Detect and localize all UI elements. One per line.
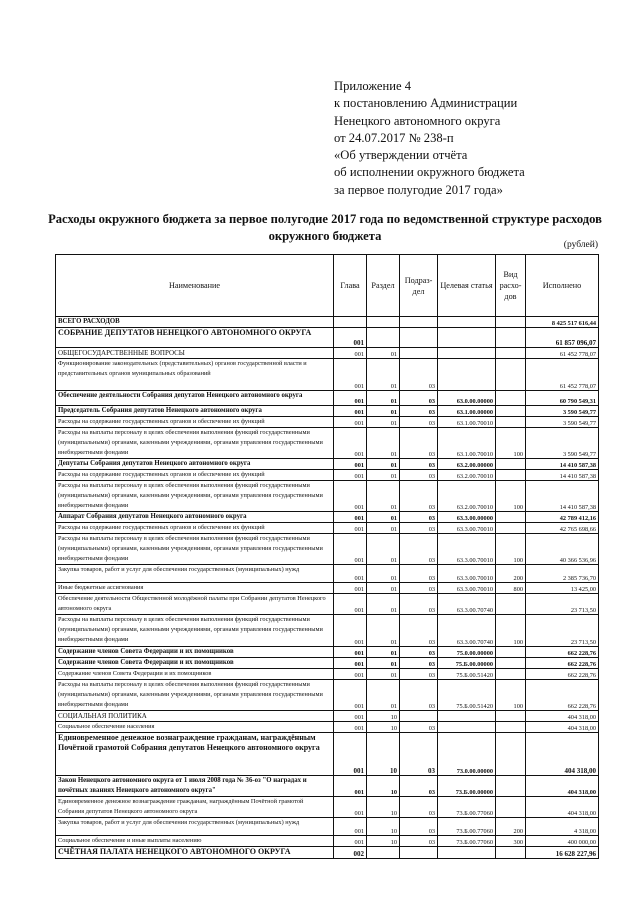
cell-sum: 662 228,76: [526, 647, 599, 658]
table-row: [56, 776, 599, 797]
cell-name: Единовременное денежное вознаграждение гражданам, награждённым Почётной грамотой Собрания депутатов Ненецкого автономного округа: [56, 797, 334, 818]
cell-glava: 001: [334, 818, 367, 836]
cell-razdel: 01: [367, 583, 400, 594]
cell-razdel: 01: [367, 459, 400, 470]
table-row: [56, 680, 599, 711]
cell-celevaya: 73.Б.00.00000: [438, 776, 496, 797]
cell-podrazdel: 03: [400, 594, 438, 615]
table-row: [56, 836, 599, 847]
cell-razdel: [367, 328, 400, 348]
table-row: [56, 583, 599, 594]
cell-vid: [496, 470, 526, 481]
cell-vid: [496, 733, 526, 776]
cell-razdel: 01: [367, 565, 400, 583]
cell-podrazdel: 03: [400, 406, 438, 417]
cell-glava: 001: [334, 459, 367, 470]
cell-glava: 001: [334, 776, 367, 797]
cell-vid: [496, 359, 526, 391]
cell-sum: 4 318,00: [526, 818, 599, 836]
cell-celevaya: 63.0.00.00000: [438, 391, 496, 406]
cell-celevaya: 73.Б.00.77060: [438, 797, 496, 818]
table-row: [56, 348, 599, 359]
cell-podrazdel: 03: [400, 722, 438, 733]
appendix-line: от 24.07.2017 № 238-п: [334, 130, 454, 145]
cell-sum: 42 789 412,16: [526, 512, 599, 523]
cell-sum: 662 228,76: [526, 658, 599, 669]
cell-podrazdel: 03: [400, 534, 438, 565]
cell-vid: [496, 647, 526, 658]
cell-name: Расходы на содержание государственных органов и обеспечение их функций: [56, 523, 334, 534]
cell-podrazdel: 03: [400, 733, 438, 776]
table-row: [56, 481, 599, 512]
cell-podrazdel: [400, 711, 438, 722]
cell-celevaya: 73.Б.00.77060: [438, 818, 496, 836]
cell-razdel: 01: [367, 534, 400, 565]
cell-sum: 404 318,00: [526, 776, 599, 797]
cell-celevaya: 63.3.00.70010: [438, 534, 496, 565]
cell-razdel: 01: [367, 512, 400, 523]
table-row: [56, 317, 599, 328]
cell-podrazdel: 03: [400, 459, 438, 470]
cell-razdel: 01: [367, 417, 400, 428]
cell-name: Расходы на выплаты персоналу в целях обеспечения выполнения функций государственными (муниципальными) органами, казенными учреждениями, органами управления государственными внебюджетными фондами: [56, 680, 334, 711]
cell-celevaya: 63.2.00.70010: [438, 481, 496, 512]
cell-glava: 001: [334, 348, 367, 359]
cell-name: Единовременное денежное вознаграждение гражданам, награждённым Почётной грамотой Собрания депутатов Ненецкого автономного округа: [56, 733, 334, 776]
table-row: [56, 406, 599, 417]
cell-podrazdel: 03: [400, 391, 438, 406]
cell-razdel: 01: [367, 647, 400, 658]
header-celevaya: Целевая статья: [438, 255, 496, 317]
cell-podrazdel: [400, 317, 438, 328]
cell-sum: 23 713,50: [526, 594, 599, 615]
table-row: [56, 615, 599, 647]
cell-name: Председатель Собрания депутатов Ненецкого автономного округа: [56, 406, 334, 417]
cell-podrazdel: 03: [400, 836, 438, 847]
cell-celevaya: 75.Б.00.51420: [438, 669, 496, 680]
cell-name: Расходы на содержание государственных органов и обеспечение их функций: [56, 417, 334, 428]
cell-glava: 001: [334, 417, 367, 428]
budget-table: [55, 254, 599, 859]
cell-glava: 001: [334, 512, 367, 523]
cell-podrazdel: 03: [400, 565, 438, 583]
table-row: [56, 534, 599, 565]
cell-podrazdel: 03: [400, 615, 438, 647]
cell-podrazdel: 03: [400, 359, 438, 391]
cell-glava: 001: [334, 733, 367, 776]
cell-podrazdel: 03: [400, 417, 438, 428]
cell-name: Расходы на выплаты персоналу в целях обеспечения выполнения функций государственными (муниципальными) органами, казенными учреждениями, органами управления государственными внебюджетными фондами: [56, 428, 334, 459]
cell-vid: [496, 776, 526, 797]
cell-vid: 300: [496, 836, 526, 847]
cell-vid: 200: [496, 565, 526, 583]
table-row: [56, 722, 599, 733]
cell-vid: 100: [496, 481, 526, 512]
cell-sum: 404 318,00: [526, 711, 599, 722]
cell-glava: 001: [334, 669, 367, 680]
table-row: [56, 428, 599, 459]
cell-sum: 40 366 536,96: [526, 534, 599, 565]
cell-celevaya: 63.1.00.00000: [438, 406, 496, 417]
cell-celevaya: 63.1.00.70010: [438, 417, 496, 428]
table-body: [56, 317, 599, 859]
cell-podrazdel: 03: [400, 797, 438, 818]
cell-name: Закон Ненецкого автономного округа от 1 июля 2008 года № 36-оз "О наградах и почётных званиях Ненецкого автономного округа": [56, 776, 334, 797]
cell-vid: [496, 406, 526, 417]
cell-vid: [496, 348, 526, 359]
cell-sum: 42 765 698,66: [526, 523, 599, 534]
table-row: [56, 417, 599, 428]
header-ispolneno: Исполнено: [526, 255, 599, 317]
appendix-line: за первое полугодие 2017 года»: [334, 182, 503, 197]
cell-podrazdel: [400, 328, 438, 348]
cell-name: Содержание членов Совета Федерации и их помощников: [56, 669, 334, 680]
cell-sum: 404 318,00: [526, 722, 599, 733]
cell-glava: 001: [334, 615, 367, 647]
cell-name: Иные бюджетные ассигнования: [56, 583, 334, 594]
cell-vid: [496, 317, 526, 328]
cell-podrazdel: [400, 847, 438, 859]
cell-name: Депутаты Собрания депутатов Ненецкого автономного округа: [56, 459, 334, 470]
cell-sum: 404 318,00: [526, 797, 599, 818]
appendix-line: «Об утверждении отчёта: [334, 148, 468, 163]
units-label: (рублей): [563, 240, 598, 250]
cell-sum: 14 410 587,38: [526, 481, 599, 512]
cell-razdel: 10: [367, 818, 400, 836]
cell-razdel: 01: [367, 680, 400, 711]
cell-podrazdel: 03: [400, 818, 438, 836]
cell-vid: [496, 328, 526, 348]
cell-glava: 001: [334, 594, 367, 615]
appendix-line: об исполнении окружного бюджета: [334, 165, 525, 180]
cell-razdel: 01: [367, 348, 400, 359]
cell-glava: 001: [334, 406, 367, 417]
cell-sum: 60 790 549,31: [526, 391, 599, 406]
table-row: [56, 512, 599, 523]
header-vid: Вид расхо-дов: [496, 255, 526, 317]
cell-razdel: 10: [367, 711, 400, 722]
cell-glava: 001: [334, 359, 367, 391]
cell-glava: 002: [334, 847, 367, 859]
cell-glava: 001: [334, 658, 367, 669]
cell-name: СЧЁТНАЯ ПАЛАТА НЕНЕЦКОГО АВТОНОМНОГО ОКРУГА: [56, 847, 334, 859]
cell-name: Функционирование законодательных (представительных) органов государственной власти и представительных органов муниципальных образований: [56, 359, 334, 391]
cell-vid: 800: [496, 583, 526, 594]
cell-celevaya: [438, 328, 496, 348]
cell-razdel: 01: [367, 615, 400, 647]
cell-celevaya: [438, 359, 496, 391]
appendix-line: Приложение 4: [334, 79, 412, 93]
cell-razdel: 01: [367, 406, 400, 417]
header-podrazdel: Подраз-дел: [400, 255, 438, 317]
cell-glava: 001: [334, 565, 367, 583]
cell-podrazdel: 03: [400, 776, 438, 797]
cell-celevaya: 75.Б.00.00000: [438, 658, 496, 669]
cell-glava: 001: [334, 711, 367, 722]
cell-razdel: 01: [367, 594, 400, 615]
header-razdel: Раздел: [367, 255, 400, 317]
cell-celevaya: 63.2.00.00000: [438, 459, 496, 470]
table-row: [56, 711, 599, 722]
table-row: [56, 391, 599, 406]
cell-vid: [496, 847, 526, 859]
table-row: [56, 359, 599, 391]
appendix-line: Ненецкого автономного округа: [334, 113, 501, 128]
cell-celevaya: [438, 847, 496, 859]
cell-vid: [496, 797, 526, 818]
table-row: [56, 797, 599, 818]
cell-podrazdel: 03: [400, 470, 438, 481]
table-row: [56, 669, 599, 680]
cell-vid: [496, 391, 526, 406]
cell-sum: 3 590 549,77: [526, 428, 599, 459]
cell-glava: 001: [334, 523, 367, 534]
cell-sum: 61 452 778,07: [526, 359, 599, 391]
table-row: [56, 594, 599, 615]
cell-razdel: [367, 847, 400, 859]
cell-sum: 13 425,00: [526, 583, 599, 594]
cell-name: Расходы на выплаты персоналу в целях обеспечения выполнения функций государственными (муниципальными) органами, казенными учреждениями, органами управления государственными внебюджетными фондами: [56, 534, 334, 565]
cell-name: Содержание членов Совета Федерации и их помощников: [56, 647, 334, 658]
appendix-line: к постановлению Администрации: [334, 96, 518, 111]
table-row: [56, 847, 599, 859]
cell-podrazdel: [400, 348, 438, 359]
cell-razdel: 01: [367, 523, 400, 534]
table-row: [56, 565, 599, 583]
cell-vid: [496, 512, 526, 523]
cell-sum: 662 228,76: [526, 680, 599, 711]
cell-name: Обеспечение деятельности Собрания депутатов Ненецкого автономного округа: [56, 391, 334, 406]
cell-sum: 14 410 587,38: [526, 459, 599, 470]
cell-vid: [496, 459, 526, 470]
cell-glava: 001: [334, 391, 367, 406]
cell-celevaya: 73.0.00.00000: [438, 733, 496, 776]
cell-celevaya: 63.1.00.70010: [438, 428, 496, 459]
cell-glava: 001: [334, 428, 367, 459]
cell-name: Закупка товаров, работ и услуг для обеспечения государственных (муниципальных) нужд: [56, 565, 334, 583]
cell-podrazdel: 03: [400, 428, 438, 459]
cell-razdel: 10: [367, 733, 400, 776]
cell-vid: [496, 594, 526, 615]
cell-glava: 001: [334, 534, 367, 565]
cell-razdel: 01: [367, 391, 400, 406]
cell-sum: 3 590 549,77: [526, 406, 599, 417]
cell-celevaya: [438, 317, 496, 328]
cell-razdel: 10: [367, 776, 400, 797]
cell-name: Аппарат Собрания депутатов Ненецкого автономного округа: [56, 512, 334, 523]
cell-name: СОБРАНИЕ ДЕПУТАТОВ НЕНЕЦКОГО АВТОНОМНОГО ОКРУГА: [56, 328, 334, 348]
cell-vid: 100: [496, 428, 526, 459]
cell-glava: [334, 317, 367, 328]
cell-celevaya: 63.3.00.00000: [438, 512, 496, 523]
cell-celevaya: 75.0.00.00000: [438, 647, 496, 658]
table-header-row: [56, 255, 599, 317]
cell-glava: 001: [334, 680, 367, 711]
document-title: Расходы окружного бюджета за первое полугодие 2017 года по ведомственной структуре расходов окружного бюджета: [48, 212, 602, 243]
cell-vid: [496, 711, 526, 722]
cell-celevaya: 75.Б.00.51420: [438, 680, 496, 711]
cell-podrazdel: 03: [400, 523, 438, 534]
cell-celevaya: [438, 722, 496, 733]
cell-sum: 14 410 587,38: [526, 470, 599, 481]
cell-celevaya: 63.3.00.70010: [438, 523, 496, 534]
table-row: [56, 459, 599, 470]
cell-celevaya: 63.3.00.70010: [438, 565, 496, 583]
cell-glava: 001: [334, 722, 367, 733]
cell-name: СОЦИАЛЬНАЯ ПОЛИТИКА: [56, 711, 334, 722]
cell-razdel: 01: [367, 658, 400, 669]
cell-sum: 404 318,00: [526, 733, 599, 776]
cell-sum: 16 628 227,96: [526, 847, 599, 859]
cell-razdel: 10: [367, 722, 400, 733]
cell-sum: 61 452 778,07: [526, 348, 599, 359]
cell-vid: [496, 417, 526, 428]
cell-name: Социальное обеспечение населения: [56, 722, 334, 733]
cell-celevaya: [438, 348, 496, 359]
cell-sum: 3 590 549,77: [526, 417, 599, 428]
table-row: [56, 647, 599, 658]
table-row: [56, 733, 599, 776]
table-row: [56, 328, 599, 348]
cell-razdel: 10: [367, 797, 400, 818]
cell-podrazdel: 03: [400, 680, 438, 711]
cell-celevaya: 63.3.00.70740: [438, 615, 496, 647]
cell-razdel: 01: [367, 359, 400, 391]
cell-razdel: [367, 317, 400, 328]
cell-sum: 23 713,50: [526, 615, 599, 647]
cell-podrazdel: 03: [400, 512, 438, 523]
table-row: [56, 523, 599, 534]
cell-glava: 001: [334, 481, 367, 512]
cell-vid: [496, 658, 526, 669]
cell-celevaya: [438, 711, 496, 722]
cell-podrazdel: 03: [400, 647, 438, 658]
cell-podrazdel: 03: [400, 583, 438, 594]
cell-name: Расходы на выплаты персоналу в целях обеспечения выполнения функций государственными (муниципальными) органами, казенными учреждениями, органами управления государственными внебюджетными фондами: [56, 481, 334, 512]
cell-glava: 001: [334, 797, 367, 818]
cell-podrazdel: 03: [400, 481, 438, 512]
cell-razdel: 01: [367, 428, 400, 459]
table-row: [56, 818, 599, 836]
cell-sum: 8 425 517 616,44: [526, 317, 599, 328]
cell-glava: 001: [334, 328, 367, 348]
cell-razdel: 01: [367, 481, 400, 512]
cell-sum: 662 228,76: [526, 669, 599, 680]
table-row: [56, 658, 599, 669]
cell-name: Закупка товаров, работ и услуг для обеспечения государственных (муниципальных) нужд: [56, 818, 334, 836]
cell-name: Содержание членов Совета Федерации и их помощников: [56, 658, 334, 669]
cell-vid: [496, 523, 526, 534]
cell-vid: [496, 669, 526, 680]
appendix-header: [334, 78, 525, 199]
cell-glava: 001: [334, 470, 367, 481]
cell-sum: 2 385 736,70: [526, 565, 599, 583]
cell-celevaya: 63.2.00.70010: [438, 470, 496, 481]
cell-vid: 100: [496, 680, 526, 711]
cell-name: Социальное обеспечение и иные выплаты населению: [56, 836, 334, 847]
cell-vid: [496, 722, 526, 733]
header-glava: Глава: [334, 255, 367, 317]
cell-name: Расходы на выплаты персоналу в целях обеспечения выполнения функций государственными (муниципальными) органами, казенными учреждениями, органами управления государственными внебюджетными фондами: [56, 615, 334, 647]
cell-glava: 001: [334, 647, 367, 658]
cell-celevaya: 63.3.00.70010: [438, 583, 496, 594]
header-name: Наименование: [56, 255, 334, 317]
cell-vid: 100: [496, 534, 526, 565]
cell-name: Расходы на содержание государственных органов и обеспечение их функций: [56, 470, 334, 481]
cell-name: ВСЕГО РАСХОДОВ: [56, 317, 334, 328]
cell-glava: 001: [334, 583, 367, 594]
cell-name: Обеспечение деятельности Общественной молодёжной палаты при Собрании депутатов Ненецкого автономного округа: [56, 594, 334, 615]
cell-sum: 400 000,00: [526, 836, 599, 847]
cell-razdel: 01: [367, 669, 400, 680]
cell-sum: 61 857 096,07: [526, 328, 599, 348]
cell-name: ОБЩЕГОСУДАРСТВЕННЫЕ ВОПРОСЫ: [56, 348, 334, 359]
cell-vid: 200: [496, 818, 526, 836]
table-row: [56, 470, 599, 481]
cell-glava: 001: [334, 836, 367, 847]
cell-celevaya: 73.Б.00.77060: [438, 836, 496, 847]
cell-razdel: 01: [367, 470, 400, 481]
cell-celevaya: 63.3.00.70740: [438, 594, 496, 615]
cell-razdel: 10: [367, 836, 400, 847]
cell-vid: 100: [496, 615, 526, 647]
cell-podrazdel: 03: [400, 669, 438, 680]
cell-podrazdel: 03: [400, 658, 438, 669]
